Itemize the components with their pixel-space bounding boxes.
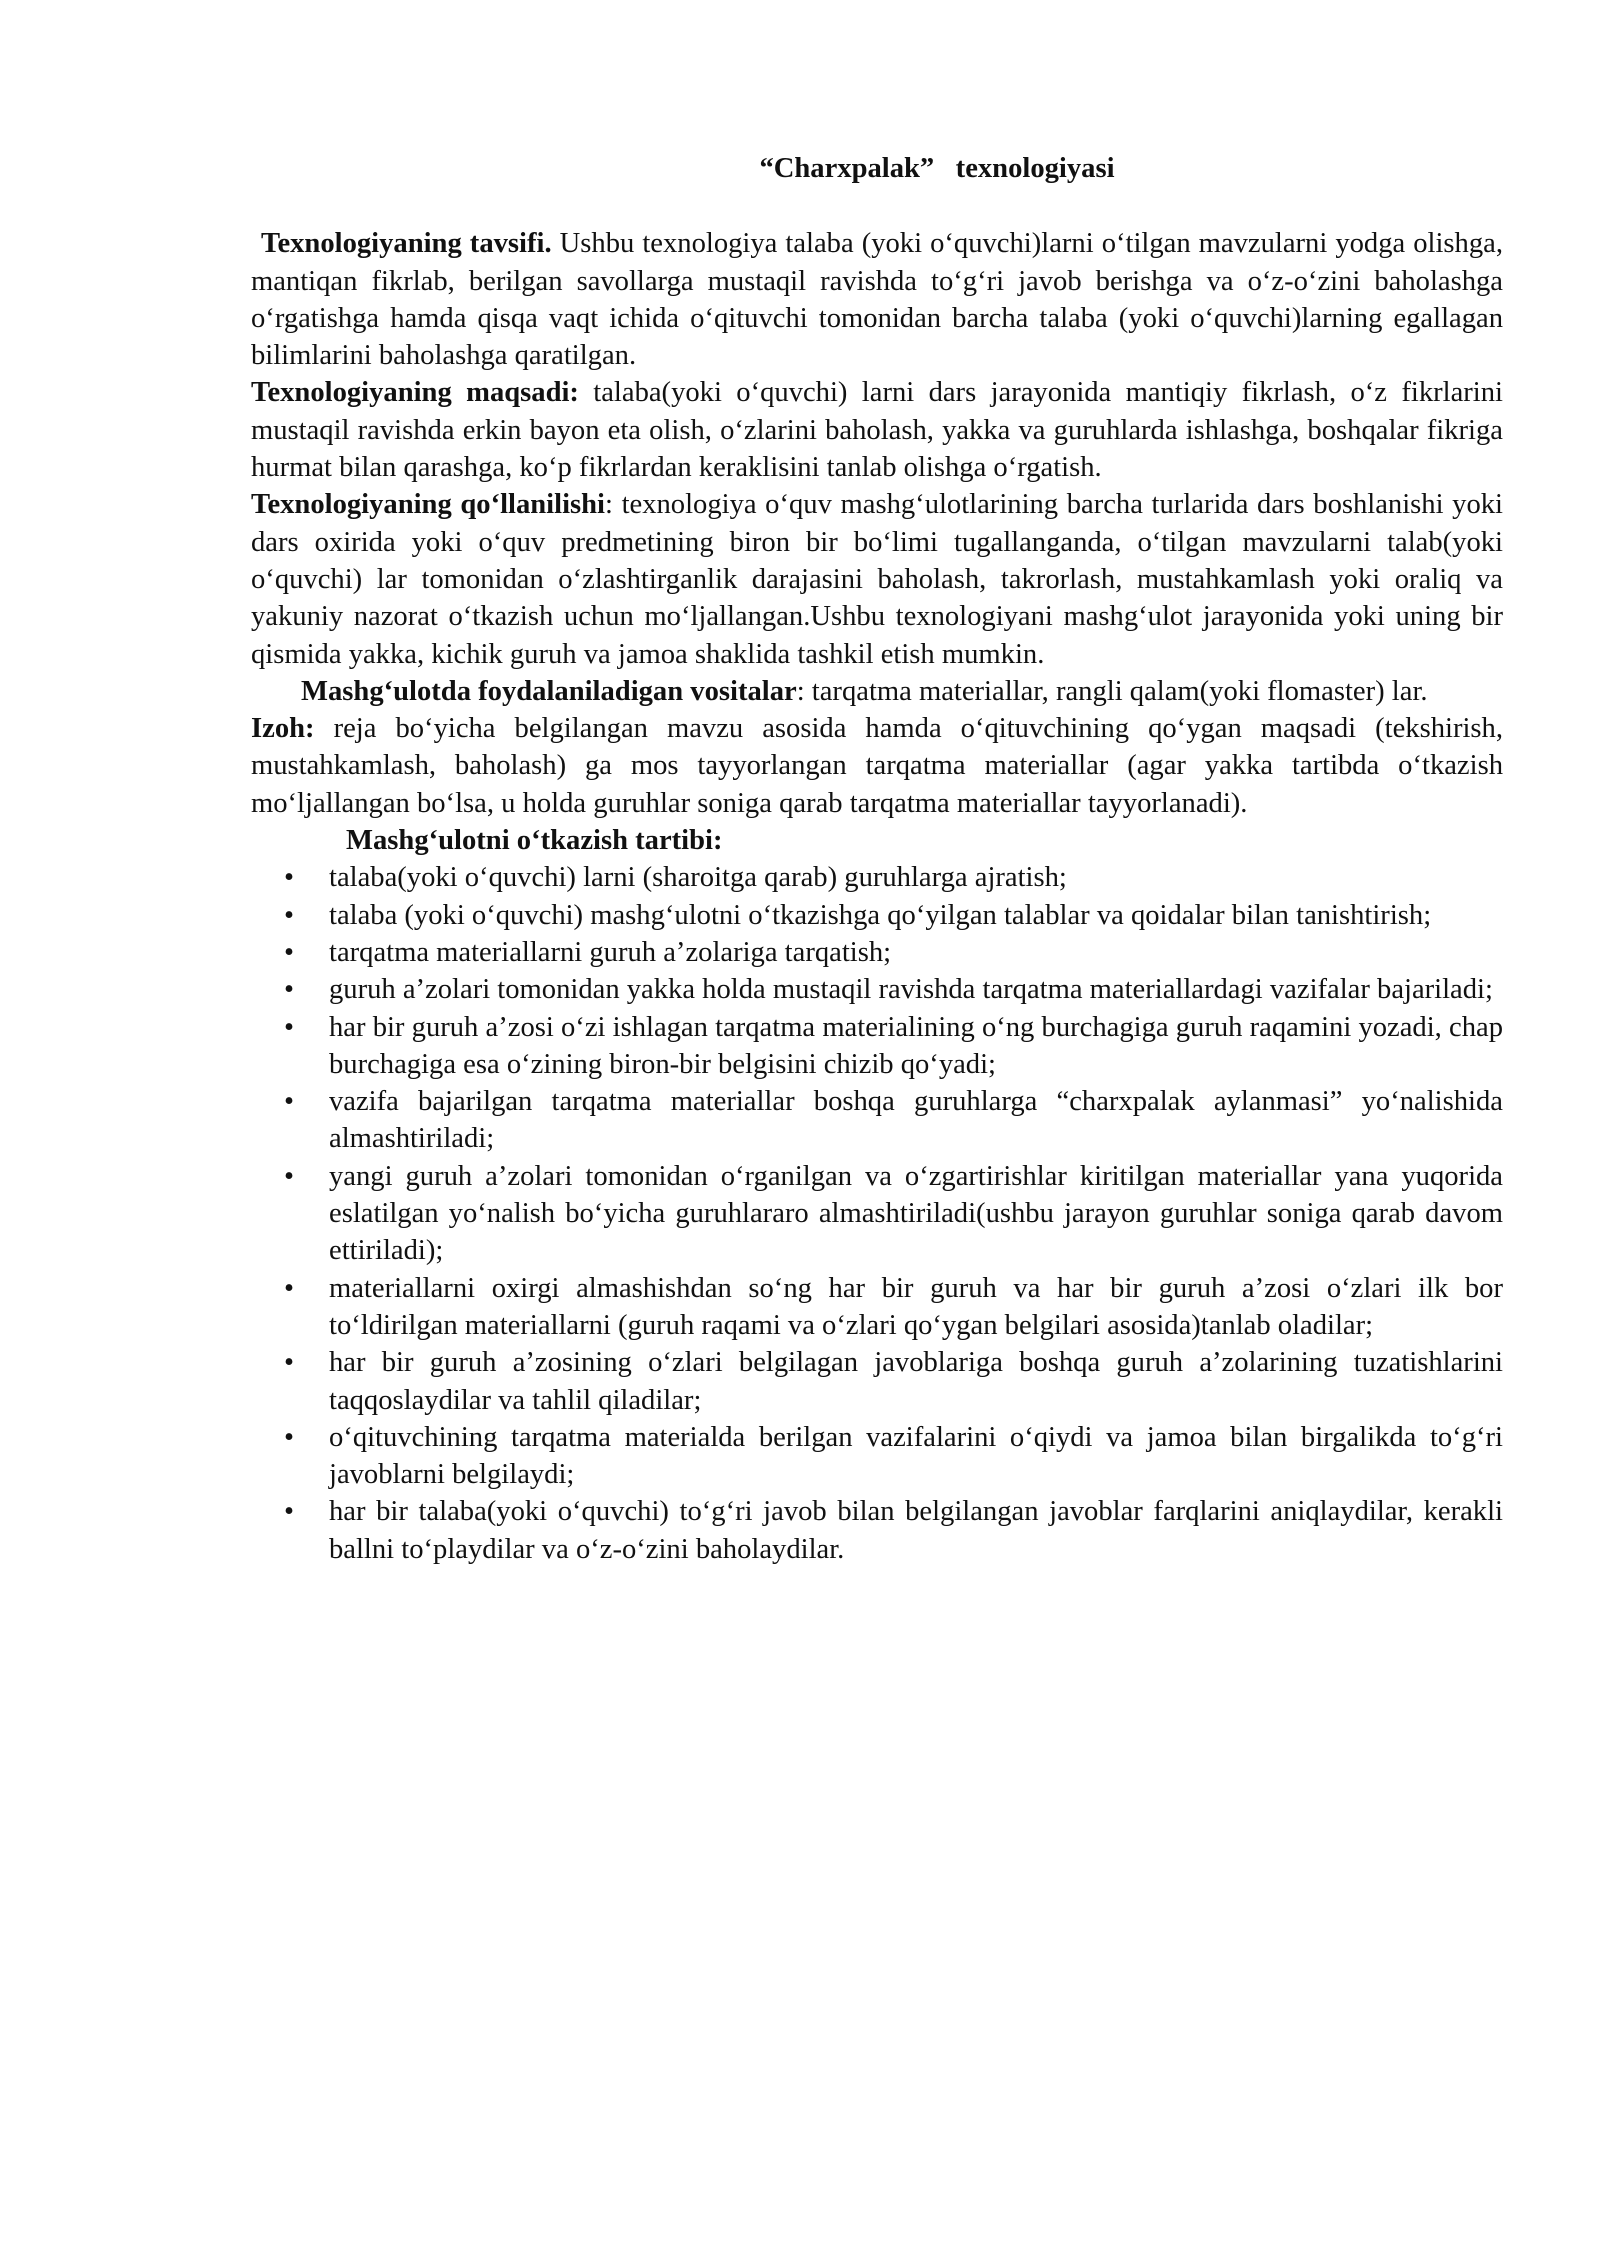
paragraph-tools-lead: Mashg‘ulotda foydalaniladigan vositalar	[301, 675, 797, 707]
bullet-icon: •	[283, 1086, 294, 1118]
list-item	[283, 971, 1503, 1008]
list-item-text: har bir guruh a’zosining o‘zlari belgilagan javoblariga boshqa guruh a’zolarining tuzatishlarini taqqoslaydilar va tahlil qiladilar;	[329, 1347, 1503, 1416]
list-item-text: har bir guruh a’zosi o‘zi ishlagan tarqatma materialining o‘ng burchagiga guruh raqamini yozadi, chap burchagiga esa o‘zining biron-bir belgisini chizib qo‘yadi;	[329, 1011, 1503, 1080]
bullet-icon: •	[283, 1011, 294, 1043]
list-item-text: o‘qituvchining tarqatma materialda berilgan vazifalarini o‘qiydi va jamoa bilan birgalikda to‘g‘ri javoblarni belgilaydi;	[329, 1421, 1503, 1491]
paragraph-description-lead: Texnologiyaning tavsifi.	[261, 228, 552, 260]
document-title: “Charxpalak” texnologiyasi	[759, 153, 1115, 184]
list-item-text: yangi guruh a’zolari tomonidan o‘rganilgan va o‘zgartirishlar kiritilgan materiallar yana yuqorida eslatilgan yo‘nalish bo‘yicha guruhlararo almashtiriladi(ushbu jarayon guruhlar soniga qarab davom ettiriladi);	[329, 1160, 1503, 1267]
list-item	[283, 1009, 1503, 1084]
list-item-text: talaba(yoki o‘quvchi) larni (sharoitga qarab) guruhlarga ajratish;	[329, 862, 1067, 894]
paragraph-tools-text: : tarqatma materiallar, rangli qalam(yoki flomaster) lar.	[796, 675, 1428, 707]
paragraph-note-text: reja bo‘yicha belgilangan mavzu asosida hamda o‘qituvchining qo‘ygan maqsadi (tekshirish, mustahkamlash, baholash) ga mos tayyorlangan tarqatma materiallar (agar yakka tartibda o‘tkazish mo‘ljallangan bo‘lsa, u holda guruhlar soniga qarab tarqatma materiallar tayyorlanadi).	[251, 713, 1503, 819]
list-item-text: tarqatma materiallarni guruh a’zolariga tarqatish;	[329, 936, 892, 968]
paragraph-note-lead: Izoh:	[251, 713, 315, 745]
procedure-heading: Mashg‘ulotni o‘tkazish tartibi:	[346, 825, 723, 857]
bullet-icon: •	[283, 936, 294, 968]
paragraph-application-lead: Texnologiyaning qo‘llanilishi	[251, 489, 605, 521]
procedure-list	[251, 859, 1503, 1568]
bullet-icon: •	[283, 1160, 294, 1192]
list-item-text: talaba (yoki o‘quvchi) mashg‘ulotni o‘tkazishga qo‘yilgan talablar va qoidalar bilan tanishtirish;	[329, 899, 1432, 931]
list-item	[283, 1270, 1503, 1345]
list-item	[283, 934, 1503, 971]
paragraph-application-text: : texnologiya o‘quv mashg‘ulotlarining barcha turlarida dars boshlanishi yoki dars oxirida yoki o‘quv predmetining biron bir bo‘limi tugallanganda, o‘tilgan mavzularni talab(yoki o‘quvchi) lar tomonidan o‘zlashtirganlik darajasini baholash, takrorlash, mustahkamlash yoki oraliq va yakuniy nazorat o‘tkazish uchun mo‘ljallangan.Ushbu texnologiyani mashg‘ulot jarayonida yoki uning bir qismida yakka, kichik guruh va jamoa shaklida tashkil etish mumkin.	[251, 489, 1503, 670]
paragraph-goal-text: talaba(yoki o‘quvchi) larni dars jarayonida mantiqiy fikrlash, o‘z fikrlarini mustaqil ravishda erkin bayon eta olish, o‘zlarini baholash, yakka va guruhlarda ishlashga, boshqalar fikriga hurmat bilan qarashga, ko‘p fikrlardan keraklisini tanlab olishga o‘rgatish.	[251, 377, 1503, 484]
list-item	[283, 1083, 1503, 1158]
bullet-icon: •	[283, 862, 294, 894]
paragraph-description-text: Ushbu texnologiya talaba (yoki o‘quvchi)larni o‘tilgan mavzularni yodga olishga, mantiqan fikrlab, berilgan savollarga mustaqil ravishda to‘g‘ri javob berishga va o‘z-o‘zini baholashga o‘rgatishga hamda qisqa vaqt ichida o‘qituvchi tomonidan barcha talaba (yoki o‘quvchi)larning egallagan bilimlarini baholashga qaratilgan.	[251, 228, 1503, 372]
list-item	[283, 1344, 1503, 1419]
paragraph-application	[251, 486, 1503, 672]
bullet-icon: •	[283, 974, 294, 1006]
bullet-icon: •	[283, 1421, 294, 1453]
paragraph-goal-lead: Texnologiyaning maqsadi:	[251, 377, 579, 409]
bullet-icon: •	[283, 899, 294, 931]
bullet-icon: •	[283, 1347, 294, 1379]
paragraph-description	[251, 225, 1503, 374]
list-item	[283, 1158, 1503, 1270]
list-item-text: materiallarni oxirgi almashishdan so‘ng har bir guruh va har bir guruh a’zosi o‘zlari ilk bor to‘ldirilgan materiallarni (guruh raqami va o‘zlari qo‘ygan belgilari asosida)tanlab oladilar;	[329, 1272, 1503, 1341]
list-item-text: vazifa bajarilgan tarqatma materiallar boshqa guruhlarga “charxpalak aylanmasi” yo‘nalishida almashtiriladi;	[329, 1086, 1503, 1155]
list-item-text: guruh a’zolari tomonidan yakka holda mustaqil ravishda tarqatma materiallardagi vazifalar bajariladi;	[329, 974, 1493, 1006]
list-item	[283, 1493, 1503, 1568]
paragraph-note	[251, 710, 1503, 822]
list-item	[283, 1419, 1503, 1494]
document-page	[251, 150, 1503, 1568]
list-item	[283, 859, 1503, 896]
bullet-icon: •	[283, 1272, 294, 1304]
bullet-icon: •	[283, 1496, 294, 1528]
paragraph-goal	[251, 374, 1503, 486]
list-item	[283, 897, 1503, 934]
list-item-text: har bir talaba(yoki o‘quvchi) to‘g‘ri javob bilan belgilangan javoblar farqlarini aniqlaydilar, kerakli ballni to‘playdilar va o‘z-o‘zini baholaydilar.	[329, 1496, 1503, 1565]
paragraph-tools	[251, 673, 1503, 710]
